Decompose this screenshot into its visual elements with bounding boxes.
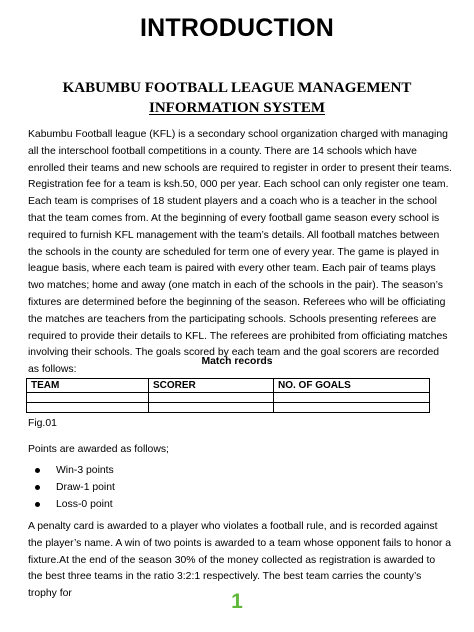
header-scorer: SCORER [149,379,274,393]
header-goals: NO. OF GOALS [274,379,430,393]
page-number: 1 [231,590,243,613]
list-item [28,479,115,496]
title-line-1: KABUMBU FOOTBALL LEAGUE MANAGEMENT [62,80,412,96]
points-item-label: Win-3 points [56,465,114,476]
figure-label: Fig.01 [28,418,57,429]
list-item [28,496,115,513]
points-intro: Points are awarded as follows; [28,444,169,455]
header-team: TEAM [27,379,149,393]
page-heading: INTRODUCTION [139,14,335,42]
intro-paragraph: Kabumbu Football league (KFL) is a secondary school organization charged with managing all the interschool football competitions in a county. There are 14 schools which have enrolled their teams and new schools are required to register in order to present their teams. Registration fee for a team is ksh.50, 000 per year. Each school can only register one team. Each team is comprises of 18 student players and a coach who is a teacher in the school that the team comes from. At the beginning of every football game season every school is required to furnish KFL management with the team’s details. All football matches between the schools in the county are scheduled for term one of every year. The game is played in league basis, where each team is paired with every other team. Each pair of teams plays two matches; home and away (one match in each of the schools in the pair). The season’s fixtures are determined before the beginning of the season. Referees who will be officiating the matches are teachers from the participating schools. Schools presenting referees are required to provide their details to KFL. The referees are prohibited from officiating matches involving their schools. The goals scored by each team and the goal scorers are recorded as follows: [28,129,452,376]
table-cell [149,403,274,413]
bullet-icon [35,502,40,507]
table-row [27,393,430,403]
list-item [28,462,115,479]
table-header-row [27,379,430,393]
table-cell [27,403,149,413]
table-caption: Match records [201,356,273,367]
points-list [28,462,115,513]
table-row [27,403,430,413]
document-title [0,78,474,118]
match-records-table [26,378,430,413]
table-cell [274,393,430,403]
bullet-icon [35,468,40,473]
table-cell [27,393,149,403]
title-line-2: INFORMATION SYSTEM [149,100,325,116]
bullet-icon [35,485,40,490]
points-item-label: Loss-0 point [56,499,113,510]
points-item-label: Draw-1 point [56,482,115,493]
table-cell [274,403,430,413]
table-cell [149,393,274,403]
penalty-paragraph: A penalty card is awarded to a player who violates a football rule, and is recorded against the player’s name. A win of two points is awarded to a team whose opponent fails to honor a fixture.At the end of the season 30% of the money collected as registration is awarded to the best three teams in the ratio 3:2:1 respectively. The best team carries the county’s trophy for [28,521,452,600]
